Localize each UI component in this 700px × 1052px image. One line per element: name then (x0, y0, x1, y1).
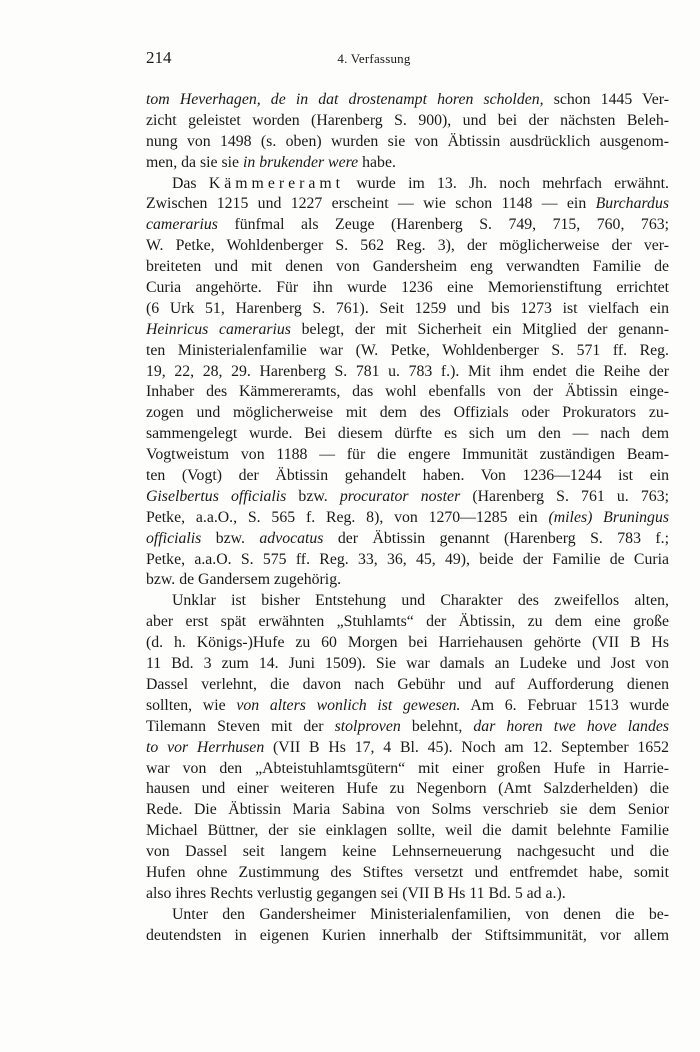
text-line (146, 696, 669, 717)
italic-text: officialis (146, 529, 202, 547)
text-segment: deutendsten in eigenen Kurien innerhalb der Stiftsimmunität, vor allem (146, 926, 669, 944)
text-line (146, 905, 669, 926)
text-line (146, 759, 669, 780)
text-line (146, 90, 669, 111)
text-line (146, 257, 669, 278)
text-segment: der Äbtissin genannt (Harenberg S. 783 f.; (323, 529, 669, 547)
text-line (146, 487, 669, 508)
text-line (146, 174, 669, 195)
page-number: 214 (146, 48, 172, 67)
text-segment: Petke, a.a.O. S. 575 ff. Reg. 33, 36, 45, 49), beide der Familie de Curia (146, 550, 669, 568)
text-segment: Inhaber des Kämmereramts, das wohl ebenfalls von der Äbtissin einge- (146, 383, 669, 401)
text-segment: bzw. (201, 529, 260, 547)
text-segment: bzw. (286, 487, 340, 505)
text-segment: sammengelegt wurde. Bei diesem dürfte es sich um den — nach dem (146, 425, 669, 443)
text-line (146, 445, 669, 466)
italic-text: (miles) Bruningus (548, 508, 670, 526)
text-line (146, 612, 669, 633)
text-line (146, 466, 669, 487)
text-line (146, 738, 669, 759)
text-segment: Vogtweistum von 1188 — für die engere Immunität zuständigen Beam- (146, 446, 669, 464)
text-segment: Dassel verlehnt, die davon nach Gebühr und auf Aufforderung dienen (146, 675, 669, 693)
text-line (146, 132, 669, 153)
text-line (146, 570, 669, 591)
italic-text: von alters wonlich ist gewesen. (236, 696, 461, 714)
text-line (146, 633, 669, 654)
italic-text: procurator noster (339, 487, 461, 505)
text-line (146, 111, 669, 132)
text-segment: von Dassel seit langem keine Lehnserneuerung nachgesucht und die (146, 843, 669, 861)
text-segment: habe. (358, 153, 396, 171)
italic-text: Burchardus (595, 195, 669, 213)
text-segment: Unklar ist bisher Entstehung und Charakter des zweifellos alten, (172, 592, 669, 610)
text-segment: war von den „Abteistuhlamtsgütern“ mit einer großen Hufe in Harrie- (146, 759, 669, 777)
text-line (146, 529, 669, 550)
text-segment: Petke, a.a.O., S. 565 f. Reg. 8), von 1270—1285 ein (146, 508, 549, 526)
text-segment: Michael Büttner, der sie einklagen sollte, weil die damit belehnte Familie (146, 822, 669, 840)
text-line (146, 508, 669, 529)
text-line (146, 320, 669, 341)
text-segment: (VII B Hs 17, 4 Bl. 45). Noch am 12. September 1652 (264, 738, 670, 756)
italic-text: to vor Herrhusen (146, 738, 265, 756)
italic-text: in brukender were (242, 153, 359, 171)
text-line (146, 362, 669, 383)
text-segment: 11 Bd. 3 zum 14. Juni 1509). Sie war damals an Ludeke und Jost von (146, 655, 669, 673)
text-line (146, 550, 669, 571)
text-segment: Unter den Gandersheimer Ministerialenfamilien, von denen die be- (172, 905, 669, 923)
italic-text: Heinricus camerarius (146, 320, 291, 338)
text-segment: Curia angehörte. Für ihn wurde 1236 eine Memorienstiftung errichtet (146, 279, 669, 297)
text-line (146, 341, 669, 362)
text-line (146, 717, 669, 738)
text-line (146, 675, 669, 696)
text-segment: Hufen ohne Zustimmung des Stiftes versetzt und entfremdet habe, somit (146, 863, 669, 881)
text-segment: Rede. Die Äbtissin Maria Sabina von Solms verschrieb sie dem Senior (146, 801, 669, 819)
text-segment: fünfmal als Zeuge (Harenberg S. 749, 715, 760, 763; (217, 216, 669, 234)
text-segment: also ihres Rechts verlustig gegangen sei (VII B Hs 11 Bd. 5 ad a.). (146, 884, 566, 902)
text-line (146, 382, 669, 403)
text-segment: belehnt, (400, 717, 474, 735)
text-segment: W. Petke, Wohldenberger S. 562 Reg. 3), der möglicherweise der ver- (146, 237, 669, 255)
text-line (146, 153, 669, 174)
text-segment: breiteten und mit denen von Gandersheim eng verwandten Familie de (146, 258, 669, 276)
text-segment: belegt, der mit Sicherheit ein Mitglied der genann- (290, 320, 669, 338)
text-segment: 19, 22, 28, 29. Harenberg S. 781 u. 783 f.). Mit ihm endet die Reihe der (146, 362, 669, 380)
text-line (146, 299, 669, 320)
italic-text: Giselbertus officialis (146, 487, 287, 505)
body-text (146, 90, 669, 947)
text-segment: hausen und einer weiteren Hufe zu Negenborn (Amt Salzderhelden) die (146, 780, 669, 798)
text-line (146, 215, 669, 236)
text-line (146, 654, 669, 675)
text-line (146, 842, 669, 863)
italic-text: stolproven (334, 717, 401, 735)
running-head: 4. Verfassung (337, 51, 411, 66)
italic-text: camerarius (146, 216, 218, 234)
text-segment: schon 1445 Ver- (543, 91, 669, 108)
text-line (146, 403, 669, 424)
text-line (146, 863, 669, 884)
text-line (146, 779, 669, 800)
text-segment: Tilemann Steven mit der (146, 717, 335, 735)
text-segment: zicht geleistet worden (Harenberg S. 900), und bei der nächsten Beleh- (146, 111, 669, 129)
text-segment: Am 6. Februar 1513 wurde (460, 696, 669, 714)
text-line (146, 926, 669, 947)
text-segment: (Harenberg S. 761 u. 763; (460, 487, 669, 505)
text-segment: nung von 1498 (s. oben) wurden sie von Äbtissin ausdrücklich ausgenom- (146, 132, 669, 150)
text-segment: bzw. de Gandersem zugehörig. (146, 571, 342, 589)
italic-text: dar horen twe hove landes (473, 717, 670, 735)
text-segment: sollten, wie (146, 696, 237, 714)
text-segment: (d. h. Königs-)Hufe zu 60 Morgen bei Harriehausen gehörte (VII B Hs (146, 634, 669, 652)
text-segment: Zwischen 1215 und 1227 erscheint — wie schon 1148 — ein (146, 195, 596, 213)
text-line (146, 194, 669, 215)
text-line (146, 800, 669, 821)
text-segment: ten Ministerialenfamilie war (W. Petke, Wohldenberger S. 571 ff. Reg. (146, 341, 669, 359)
text-line (146, 591, 669, 612)
text-segment: zogen und möglicherweise mit dem des Offizials oder Prokurators zu- (146, 404, 669, 422)
text-segment: men, da sie sie (146, 153, 243, 171)
text-segment: wurde im 13. Jh. noch mehrfach erwähnt. (344, 174, 669, 192)
italic-text: tom Heverhagen, de in dat drostenampt horen scholden, (146, 91, 544, 108)
text-line (146, 821, 669, 842)
text-line (146, 278, 669, 299)
italic-text: advocatus (259, 529, 324, 547)
page-header (146, 48, 602, 72)
text-line (146, 236, 669, 257)
text-line (146, 884, 669, 905)
text-segment: ten (Vogt) der Äbtissin gehandelt haben. Von 1236—1244 ist ein (146, 467, 669, 485)
spaced-term: Kämmereramt (208, 174, 345, 192)
text-segment: Das (172, 174, 209, 192)
text-line (146, 424, 669, 445)
text-segment: (6 Urk 51, Harenberg S. 761). Seit 1259 und bis 1273 ist vielfach ein (146, 299, 669, 317)
text-segment: aber erst spät erwähnten „Stuhlamts“ der Äbtissin, zu dem eine große (146, 613, 669, 631)
